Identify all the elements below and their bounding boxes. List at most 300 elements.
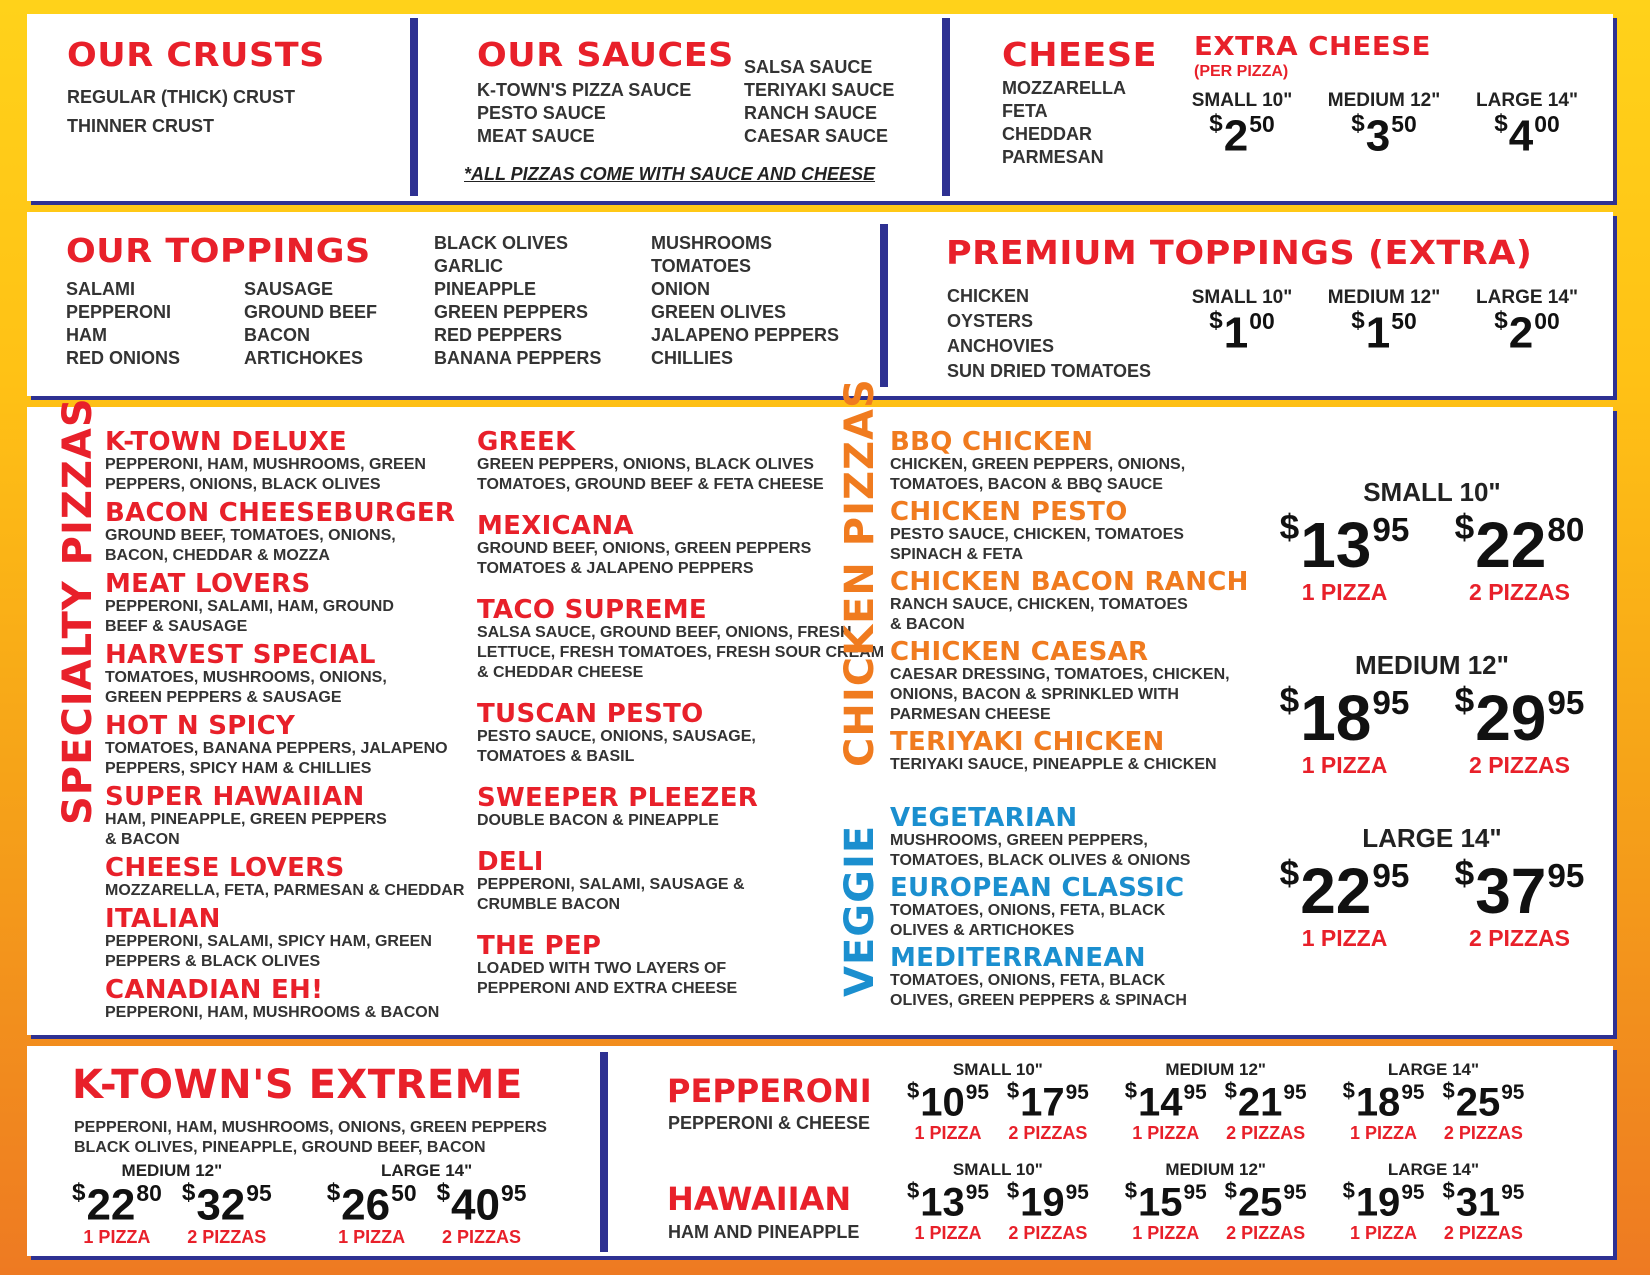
- pizza-count: 2 PIZZAS: [1008, 1222, 1088, 1243]
- price-whole: 13: [1300, 509, 1372, 582]
- item-desc: [105, 810, 464, 850]
- price: [1442, 1080, 1524, 1123]
- menu-item: [477, 701, 884, 767]
- item-name: TUSCAN PESTO: [477, 699, 704, 729]
- price-whole: 10: [920, 1080, 965, 1125]
- price-whole: 18: [1300, 682, 1372, 755]
- topping-item: BANANA PEPPERS: [434, 348, 602, 368]
- desc-line: PEPPERS, SPICY HAM & CHILLIES: [105, 760, 372, 777]
- price-whole: 22: [1300, 855, 1372, 928]
- price-col: [1125, 1080, 1207, 1144]
- price: [72, 1179, 162, 1230]
- price-block: [1257, 823, 1607, 952]
- item-name: CANADIAN EH!: [105, 975, 324, 1005]
- pizza-count: 1 PIZZA: [1301, 579, 1388, 606]
- price-cents: 95: [965, 1080, 989, 1104]
- sauces-col2: [744, 56, 894, 148]
- price-cents: 95: [1372, 684, 1410, 722]
- size-label: MEDIUM 12": [121, 1161, 223, 1180]
- pizza-count: 1 PIZZA: [1301, 752, 1388, 779]
- topping-item: GROUND BEEF: [244, 302, 378, 322]
- extra-cheese-sub: (PER PIZZA): [1194, 63, 1289, 80]
- price: [907, 1180, 989, 1223]
- topping-item: CHILLIES: [651, 348, 734, 368]
- price-whole: 29: [1475, 682, 1547, 755]
- price-col: [1225, 1080, 1307, 1144]
- sauce-item: TERIYAKI SAUCE: [744, 80, 895, 100]
- desc-line: TOMATOES, BACON & BBQ SAUCE: [890, 476, 1163, 493]
- item-desc: [477, 455, 884, 495]
- price-cents: 95: [1401, 1180, 1425, 1204]
- item-name: CHICKEN PESTO: [890, 497, 1128, 527]
- price-col: [1280, 856, 1410, 952]
- cheese-item: PARMESAN: [1002, 147, 1104, 167]
- pizza-count: 2 PIZZAS: [1008, 1122, 1088, 1143]
- size-block: [907, 1160, 1089, 1244]
- size-label: MEDIUM 12": [1165, 1160, 1266, 1179]
- desc-line: OLIVES & ARTICHOKES: [890, 922, 1075, 939]
- dollar-sign: $: [1442, 1078, 1455, 1103]
- divider: [410, 18, 418, 196]
- toppings-title: OUR TOPPINGS: [66, 231, 371, 270]
- dollar-sign: $: [907, 1178, 920, 1203]
- price-row: [1257, 510, 1607, 606]
- size-label: SMALL 10": [1191, 90, 1293, 111]
- price: [1225, 1180, 1307, 1223]
- menu-item: [477, 849, 884, 915]
- price-block: [1257, 477, 1607, 606]
- extra-cheese-title: EXTRA CHEESE: [1194, 32, 1432, 62]
- price-col: [1343, 1080, 1425, 1144]
- menu-item: [477, 513, 884, 579]
- price-row: [1125, 1080, 1307, 1144]
- size-label: LARGE 14": [1387, 1160, 1480, 1179]
- pizza-count: 2 PIZZAS: [1469, 925, 1570, 952]
- size-label: LARGE 14": [1362, 823, 1502, 854]
- price-col: [1125, 1180, 1207, 1244]
- price-col: [182, 1181, 272, 1248]
- desc-line: & BACON: [105, 831, 180, 848]
- price-col: [1442, 1080, 1524, 1144]
- item-desc: [477, 811, 884, 831]
- size-label: MEDIUM 12": [1327, 90, 1441, 111]
- item-name: BBQ CHICKEN: [890, 427, 1094, 457]
- specialty-col2: [477, 429, 884, 1017]
- desc-line: MOZZARELLA, FETA, PARMESAN & CHEDDAR: [105, 882, 465, 899]
- topping-item: BLACK OLIVES: [434, 233, 569, 253]
- price-whole: 37: [1475, 855, 1547, 928]
- divider: [600, 1052, 608, 1252]
- topping-item: BACON: [244, 325, 310, 345]
- dollar-sign: $: [1454, 854, 1475, 894]
- topping-item: ONION: [651, 279, 711, 299]
- desc-line: HAM, PINEAPPLE, GREEN PEPPERS: [105, 811, 387, 828]
- item-desc: [477, 959, 884, 999]
- size-label: SMALL 10": [1191, 287, 1293, 308]
- extreme-desc: [74, 1118, 547, 1158]
- price: [1279, 508, 1410, 582]
- item-name: VEGETARIAN: [890, 803, 1078, 833]
- divider: [942, 18, 950, 196]
- size-block: [907, 1060, 1089, 1144]
- desc-line: PESTO SAUCE, CHICKEN, TOMATOES: [890, 526, 1184, 543]
- cheese-item: CHEDDAR: [1002, 124, 1092, 144]
- price: $^{\$}2^{50}$: [1209, 110, 1275, 161]
- pizza-count: 1 PIZZA: [1132, 1122, 1200, 1143]
- price-whole: 13: [920, 1180, 965, 1225]
- pizza-count: 1 PIZZA: [1350, 1222, 1418, 1243]
- menu-item: [105, 642, 464, 708]
- size-block: [327, 1161, 527, 1248]
- price: [1442, 1180, 1524, 1223]
- desc-line: PEPPERS, ONIONS, BLACK OLIVES: [105, 476, 381, 493]
- desc-line: SALSA SAUCE, GROUND BEEF, ONIONS, FRESH: [477, 624, 852, 641]
- price: [436, 1179, 527, 1230]
- item-desc: [890, 755, 1249, 775]
- price-cents: 50: [391, 1180, 417, 1207]
- pizza-count: 1 PIZZA: [914, 1222, 982, 1243]
- pizza-count: 2 PIZZAS: [1226, 1222, 1306, 1243]
- item-name: EUROPEAN CLASSIC: [890, 873, 1185, 903]
- item-name: CHICKEN CAESAR: [890, 637, 1149, 667]
- menu-item: [105, 500, 464, 566]
- extra-cheese-small: [1182, 90, 1302, 161]
- sauce-item: K-TOWN'S PIZZA SAUCE: [477, 80, 692, 100]
- price-col: [72, 1181, 162, 1248]
- price-cents: 95: [1183, 1180, 1207, 1204]
- price: [1454, 681, 1585, 755]
- premium-item: ANCHOVIES: [947, 336, 1055, 356]
- item-name: MEXICANA: [477, 511, 634, 541]
- item-name: TACO SUPREME: [477, 595, 707, 625]
- cheese-title: CHEESE: [1002, 35, 1158, 74]
- item-name: CHICKEN BACON RANCH: [890, 567, 1249, 597]
- desc-line: DOUBLE BACON & PINEAPPLE: [477, 812, 719, 829]
- menu-item: [890, 729, 1249, 775]
- price-cents: 95: [1372, 511, 1410, 549]
- topping-item: GARLIC: [434, 256, 503, 276]
- size-label: LARGE 14": [1476, 287, 1578, 308]
- price-whole: 26: [341, 1180, 391, 1230]
- price-col: [1442, 1180, 1524, 1244]
- price-whole: 32: [196, 1180, 246, 1230]
- desc-line: & CHEDDAR CHEESE: [477, 664, 644, 681]
- desc-line: TOMATOES, MUSHROOMS, ONIONS,: [105, 669, 387, 686]
- price: [1343, 1180, 1425, 1223]
- dollar-sign: $: [1279, 854, 1300, 894]
- price-col: [1455, 510, 1585, 606]
- item-name: CHEESE LOVERS: [105, 853, 345, 883]
- pizza-count: 2 PIZZAS: [1443, 1122, 1523, 1143]
- topping-item: GREEN OLIVES: [651, 302, 787, 322]
- item-name: DELI: [477, 847, 544, 877]
- desc-line: PEPPERS & BLACK OLIVES: [105, 953, 321, 970]
- price-cents: 95: [1372, 857, 1410, 895]
- item-desc: [105, 1003, 464, 1023]
- desc-line: BACON, CHEDDAR & MOZZA: [105, 547, 330, 564]
- crust-item: THINNER CRUST: [67, 116, 214, 136]
- dollar-sign: $: [1006, 1078, 1020, 1103]
- price-cents: 95: [1501, 1180, 1525, 1204]
- price-whole: 25: [1237, 1180, 1283, 1225]
- item-desc: [890, 901, 1190, 941]
- price-cents: 95: [1183, 1080, 1207, 1104]
- price-row: [907, 1180, 1089, 1244]
- menu-item: [105, 429, 464, 495]
- pizza-count: 2 PIZZAS: [442, 1227, 522, 1248]
- size-label: SMALL 10": [952, 1060, 1043, 1079]
- menu-item: [477, 933, 884, 999]
- menu-item: [105, 977, 464, 1023]
- dollar-sign: $: [1342, 1078, 1355, 1103]
- specialty-col1: [105, 429, 464, 1028]
- size-block: [72, 1161, 272, 1248]
- desc-line: PESTO SAUCE, ONIONS, SAUSAGE,: [477, 728, 756, 745]
- price-whole: 31: [1455, 1180, 1501, 1225]
- price-col: [1007, 1080, 1089, 1144]
- price-cents: 95: [1547, 684, 1585, 722]
- crusts-title: OUR CRUSTS: [67, 35, 325, 74]
- topping-item: TOMATOES: [651, 256, 752, 276]
- dollar-sign: $: [326, 1179, 341, 1206]
- premium-title: PREMIUM TOPPINGS (EXTRA): [946, 233, 1533, 272]
- pizza-count: 2 PIZZAS: [1469, 752, 1570, 779]
- price-cents: 95: [965, 1180, 989, 1204]
- menu-item: [105, 855, 464, 901]
- price-row: [1257, 856, 1607, 952]
- item-desc: [105, 932, 464, 972]
- panel-pizzas: [27, 378, 1613, 1035]
- dollar-sign: $: [1279, 681, 1300, 721]
- topping-item: JALAPENO PEPPERS: [651, 325, 840, 345]
- dollar-sign: $: [1342, 1178, 1355, 1203]
- pizza-count: 1 PIZZA: [914, 1122, 982, 1143]
- item-name: ITALIAN: [105, 904, 221, 934]
- sauce-item: CAESAR SAUCE: [744, 126, 889, 146]
- desc-line: PARMESAN CHEESE: [890, 706, 1051, 723]
- desc-line: PEPPERONI, SALAMI, HAM, GROUND: [105, 598, 394, 615]
- price: [1279, 854, 1410, 928]
- item-name: MEDITERRANEAN: [890, 943, 1146, 973]
- main-prices: [1257, 477, 1607, 952]
- item-desc: [890, 595, 1249, 635]
- item-desc: [105, 597, 464, 637]
- chicken-pizzas-label: CHICKEN PIZZAS: [837, 378, 883, 767]
- item-name: BACON CHEESEBURGER: [105, 498, 456, 528]
- price-row: [72, 1181, 272, 1248]
- desc-line: TOMATOES & BASIL: [477, 748, 635, 765]
- desc-line: GREEN PEPPERS & SAUSAGE: [105, 689, 342, 706]
- menu-item: [105, 784, 464, 850]
- pizza-count: 1 PIZZA: [1301, 925, 1388, 952]
- price-col: [1343, 1180, 1425, 1244]
- extra-cheese-medium: [1314, 90, 1454, 161]
- dollar-sign: $: [72, 1179, 86, 1206]
- desc-line: PEPPERONI, SALAMI, SAUSAGE &: [477, 876, 745, 893]
- price-row: [1125, 1180, 1307, 1244]
- price: [1007, 1080, 1089, 1123]
- price: [326, 1179, 417, 1230]
- item-name: HOT N SPICY: [105, 711, 296, 741]
- item-desc: [105, 455, 464, 495]
- price-whole: 25: [1455, 1080, 1501, 1125]
- size-block: [1343, 1060, 1525, 1144]
- item-desc: [890, 665, 1249, 725]
- topping-item: GREEN PEPPERS: [434, 302, 589, 322]
- cheese-list: [1002, 77, 1148, 169]
- desc-line: GROUND BEEF, TOMATOES, ONIONS,: [105, 527, 396, 544]
- pizza-count: 2 PIZZAS: [1443, 1222, 1523, 1243]
- topping-item: MUSHROOMS: [651, 233, 772, 253]
- item-desc: [890, 455, 1249, 495]
- desc-line: TOMATOES, GROUND BEEF & FETA CHEESE: [477, 476, 824, 493]
- price-col: [907, 1180, 989, 1244]
- price-block: [1257, 650, 1607, 779]
- menu-item: [890, 639, 1249, 725]
- size-label: LARGE 14": [1476, 90, 1578, 111]
- desc-line: TOMATOES, BANANA PEPPERS, JALAPENO: [105, 740, 448, 757]
- topping-item: RED ONIONS: [66, 348, 181, 368]
- sauces-col1: [477, 79, 719, 148]
- pizza-count: 2 PIZZAS: [1469, 579, 1570, 606]
- price: [907, 1080, 989, 1123]
- item-desc: [105, 881, 464, 901]
- topping-item: SAUSAGE: [244, 279, 334, 299]
- hawaiian-name: HAWAIIAN: [667, 1180, 852, 1218]
- premium-small: [1182, 287, 1302, 358]
- price: $^{\$}1^{50}$: [1351, 307, 1417, 358]
- topping-item: PINEAPPLE: [434, 279, 537, 299]
- crust-item: REGULAR (THICK) CRUST: [67, 87, 295, 107]
- divider: [880, 224, 888, 387]
- desc-line: MUSHROOMS, GREEN PEPPERS,: [890, 832, 1148, 849]
- pizza-count: 2 PIZZAS: [187, 1227, 267, 1248]
- desc-line: CRUMBLE BACON: [477, 896, 621, 913]
- sauces-note: *ALL PIZZAS COME WITH SAUCE AND CHEESE: [464, 164, 876, 184]
- pepperoni-name: PEPPERONI: [667, 1072, 872, 1110]
- price-cents: 95: [1401, 1080, 1425, 1104]
- price-cents: 80: [136, 1180, 162, 1207]
- price: $^{\$}1^{00}$: [1209, 307, 1275, 358]
- price-cents: 95: [1501, 1080, 1525, 1104]
- item-name: MEAT LOVERS: [105, 569, 311, 599]
- price-cents: 95: [500, 1180, 527, 1207]
- item-name: SUPER HAWAIIAN: [105, 782, 365, 812]
- sauces-title: OUR SAUCES: [477, 35, 734, 74]
- price-row: [1343, 1180, 1525, 1244]
- item-desc: [890, 971, 1190, 1011]
- size-label: LARGE 14": [1387, 1060, 1480, 1079]
- premium-large: [1467, 287, 1587, 358]
- toppings-col2: [244, 278, 377, 370]
- desc-line: ONIONS, BACON & SPRINKLED WITH: [890, 686, 1179, 703]
- topping-item: HAM: [66, 325, 107, 345]
- cheese-item: FETA: [1002, 101, 1048, 121]
- panel-crusts-sauces-cheese: [27, 14, 1613, 201]
- desc-line: OLIVES, GREEN PEPPERS & SPINACH: [890, 992, 1187, 1009]
- desc-line: TERIYAKI SAUCE, PINEAPPLE & CHICKEN: [890, 756, 1217, 773]
- item-desc: [105, 526, 464, 566]
- desc-line: TOMATOES & JALAPENO PEPPERS: [477, 560, 754, 577]
- pizza-count: 1 PIZZA: [1132, 1222, 1200, 1243]
- desc-line: & BACON: [890, 616, 965, 633]
- item-desc: [477, 727, 884, 767]
- price-cents: 95: [1547, 857, 1585, 895]
- premium-list: [947, 284, 1151, 384]
- crusts-list: [67, 83, 310, 141]
- cheese-item: MOZZARELLA: [1002, 78, 1126, 98]
- item-desc: [477, 539, 884, 579]
- price-whole: 18: [1355, 1080, 1401, 1125]
- menu-item: [105, 906, 464, 972]
- premium-item: SUN DRIED TOMATOES: [947, 361, 1152, 381]
- item-desc: [105, 739, 464, 779]
- menu-item: [890, 569, 1249, 635]
- premium-item: CHICKEN: [947, 286, 1030, 306]
- price: [1007, 1180, 1089, 1223]
- price-cents: 95: [1065, 1180, 1089, 1204]
- menu-item: [477, 597, 884, 683]
- item-desc: [105, 668, 464, 708]
- price-whole: 15: [1138, 1180, 1183, 1225]
- price-row: [1343, 1080, 1525, 1144]
- sauces-section: [477, 35, 734, 148]
- desc-line: PEPPERONI, HAM, MUSHROOMS, GREEN: [105, 456, 426, 473]
- item-name: TERIYAKI CHICKEN: [890, 727, 1165, 757]
- price-whole: 17: [1020, 1080, 1065, 1125]
- desc-line: GREEN PEPPERS, ONIONS, BLACK OLIVES: [477, 456, 814, 473]
- toppings-col3: [434, 232, 601, 370]
- hawaiian-prices: [907, 1160, 1524, 1244]
- price-whole: 40: [451, 1180, 500, 1230]
- price: $^{\$}4^{00}$: [1494, 110, 1560, 161]
- desc-line: LETTUCE, FRESH TOMATOES, FRESH SOUR CREAM: [477, 644, 885, 661]
- size-block: [1125, 1160, 1307, 1244]
- extra-cheese-large: [1467, 90, 1587, 161]
- dollar-sign: $: [1454, 508, 1475, 547]
- desc-line: RANCH SAUCE, CHICKEN, TOMATOES: [890, 596, 1188, 613]
- dollar-sign: $: [436, 1179, 451, 1206]
- hawaiian-desc: HAM AND PINEAPPLE: [668, 1222, 860, 1242]
- desc-line: CAESAR DRESSING, TOMATOES, CHICKEN,: [890, 666, 1230, 683]
- price-col: [1455, 856, 1585, 952]
- price-row: [907, 1080, 1089, 1144]
- premium-medium: [1314, 287, 1454, 358]
- item-name: GREEK: [477, 427, 576, 457]
- size-label: MEDIUM 12": [1355, 650, 1509, 681]
- desc-line: PEPPERONI AND EXTRA CHEESE: [477, 980, 738, 997]
- item-name: HARVEST SPECIAL: [105, 640, 376, 670]
- price-cents: 95: [1065, 1080, 1089, 1104]
- topping-item: RED PEPPERS: [434, 325, 563, 345]
- desc-line: BEEF & SAUSAGE: [105, 618, 248, 635]
- desc-line: PEPPERONI, HAM, MUSHROOMS & BACON: [105, 1004, 440, 1021]
- size-block: [1343, 1160, 1525, 1244]
- premium-section: [946, 233, 1533, 272]
- extreme-title: K-TOWN'S EXTREME: [72, 1062, 523, 1108]
- sauce-item: RANCH SAUCE: [744, 103, 878, 123]
- price-row: [1257, 683, 1607, 779]
- price-cents: 80: [1547, 511, 1585, 549]
- premium-item: OYSTERS: [947, 311, 1034, 331]
- menu-item: [105, 571, 464, 637]
- pepperoni-prices: [907, 1060, 1524, 1144]
- pizza-count: 1 PIZZA: [1350, 1122, 1418, 1143]
- price: [1279, 681, 1410, 755]
- size-label: MEDIUM 12": [1165, 1060, 1266, 1079]
- item-name: SWEEPER PLEEZER: [477, 783, 759, 813]
- pizza-count: 2 PIZZAS: [1226, 1122, 1306, 1143]
